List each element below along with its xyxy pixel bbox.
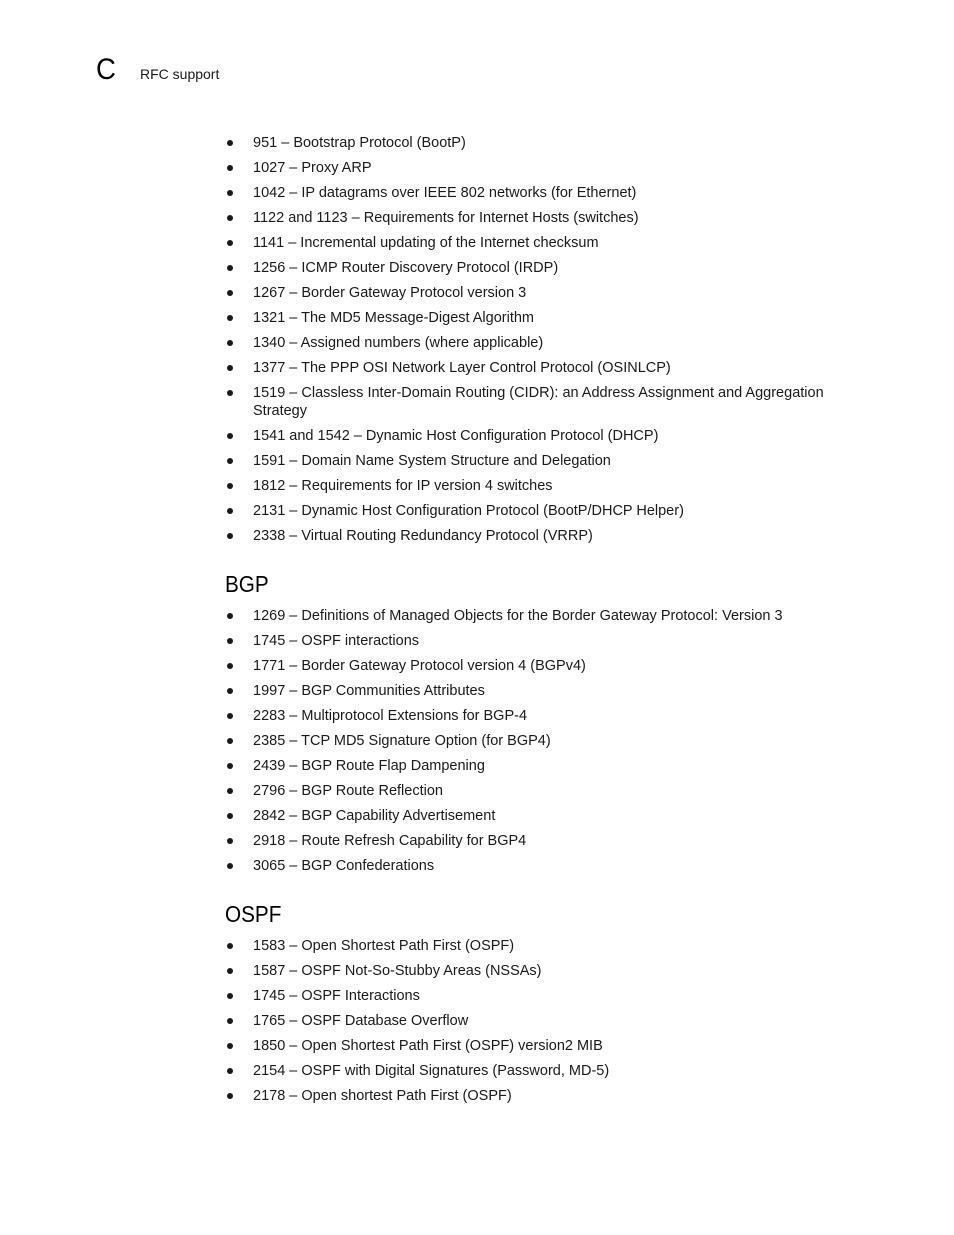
list-item: 1042 – IP datagrams over IEEE 802 networks (for Ethernet) xyxy=(225,184,845,202)
list-item: 1997 – BGP Communities Attributes xyxy=(225,682,845,700)
general-rfc-list xyxy=(225,134,845,545)
list-item: 1321 – The MD5 Message-Digest Algorithm xyxy=(225,309,845,327)
list-item: 1027 – Proxy ARP xyxy=(225,159,845,177)
list-item: 1591 – Domain Name System Structure and Delegation xyxy=(225,452,845,470)
list-item: 1587 – OSPF Not-So-Stubby Areas (NSSAs) xyxy=(225,962,845,980)
chapter-letter: C xyxy=(96,53,116,86)
list-item: 2178 – Open shortest Path First (OSPF) xyxy=(225,1087,845,1105)
list-item: 1541 and 1542 – Dynamic Host Configuration Protocol (DHCP) xyxy=(225,427,845,445)
list-item: 3065 – BGP Confederations xyxy=(225,857,845,875)
list-item: 2283 – Multiprotocol Extensions for BGP-4 xyxy=(225,707,845,725)
list-item: 1256 – ICMP Router Discovery Protocol (IRDP) xyxy=(225,259,845,277)
page-content xyxy=(225,134,845,1112)
list-item: 1850 – Open Shortest Path First (OSPF) version2 MIB xyxy=(225,1037,845,1055)
list-item: 2796 – BGP Route Reflection xyxy=(225,782,845,800)
list-item: 1377 – The PPP OSI Network Layer Control Protocol (OSINLCP) xyxy=(225,359,845,377)
list-item: 1122 and 1123 – Requirements for Internet Hosts (switches) xyxy=(225,209,845,227)
bgp-heading: BGP xyxy=(225,571,269,597)
list-item: 2385 – TCP MD5 Signature Option (for BGP4) xyxy=(225,732,845,750)
running-header-title: RFC support xyxy=(140,66,220,82)
list-item: 1519 – Classless Inter-Domain Routing (CIDR): an Address Assignment and Aggregation Strategy xyxy=(225,384,845,420)
list-item: 1583 – Open Shortest Path First (OSPF) xyxy=(225,937,845,955)
list-item: 2154 – OSPF with Digital Signatures (Password, MD-5) xyxy=(225,1062,845,1080)
list-item: 1267 – Border Gateway Protocol version 3 xyxy=(225,284,845,302)
list-item: 2918 – Route Refresh Capability for BGP4 xyxy=(225,832,845,850)
list-item: 1269 – Definitions of Managed Objects for the Border Gateway Protocol: Version 3 xyxy=(225,607,845,625)
list-item: 1141 – Incremental updating of the Internet checksum xyxy=(225,234,845,252)
list-item: 1765 – OSPF Database Overflow xyxy=(225,1012,845,1030)
list-item: 1812 – Requirements for IP version 4 switches xyxy=(225,477,845,495)
list-item: 1340 – Assigned numbers (where applicable) xyxy=(225,334,845,352)
list-item: 951 – Bootstrap Protocol (BootP) xyxy=(225,134,845,152)
list-item: 1745 – OSPF Interactions xyxy=(225,987,845,1005)
bgp-rfc-list xyxy=(225,607,845,875)
list-item: 1771 – Border Gateway Protocol version 4 (BGPv4) xyxy=(225,657,845,675)
list-item: 2842 – BGP Capability Advertisement xyxy=(225,807,845,825)
list-item: 2338 – Virtual Routing Redundancy Protocol (VRRP) xyxy=(225,527,845,545)
list-item: 1745 – OSPF interactions xyxy=(225,632,845,650)
ospf-heading: OSPF xyxy=(225,901,282,927)
list-item: 2439 – BGP Route Flap Dampening xyxy=(225,757,845,775)
list-item: 2131 – Dynamic Host Configuration Protocol (BootP/DHCP Helper) xyxy=(225,502,845,520)
ospf-rfc-list xyxy=(225,937,845,1105)
